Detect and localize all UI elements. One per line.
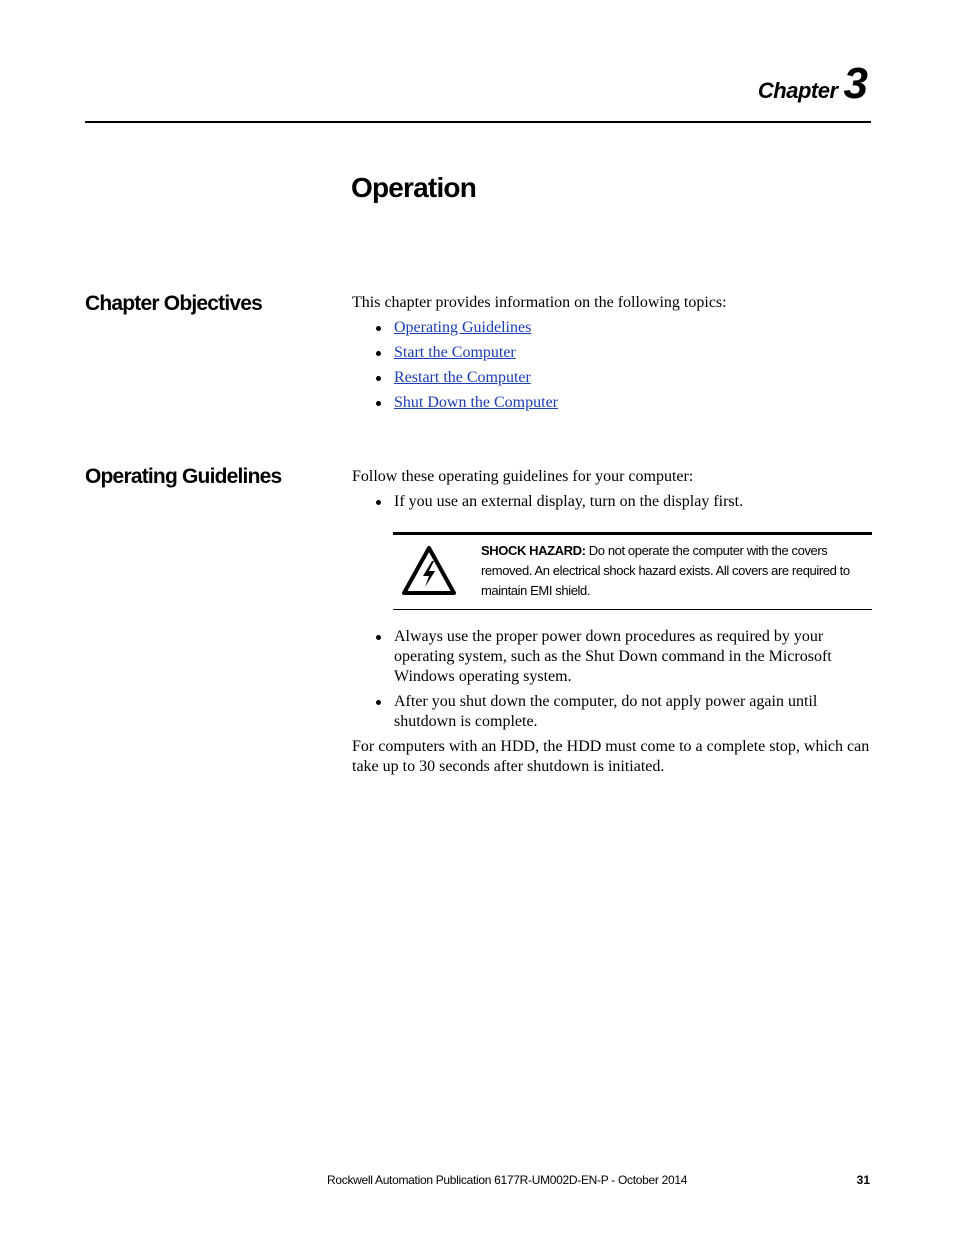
guidelines-list-first: [352, 492, 872, 512]
chapter-number: 3: [843, 59, 868, 108]
list-item: If you use an external display, turn on the display first.: [352, 492, 872, 512]
chapter-word: Chapter: [757, 78, 838, 103]
footer-publication: Rockwell Automation Publication 6177R-UM002D-EN-P - October 2014: [327, 1173, 688, 1187]
list-item: [352, 393, 872, 413]
operating-guidelines-continued: [352, 627, 872, 777]
chapter-label: [757, 59, 868, 108]
operating-guidelines-intro-block: [352, 467, 872, 517]
link-restart-the-computer[interactable]: Restart the Computer: [394, 369, 531, 386]
shock-hazard-icon: [401, 545, 457, 597]
warning-message: [481, 541, 861, 601]
section-heading-chapter-objectives: Chapter Objectives: [85, 292, 262, 315]
link-shut-down-the-computer[interactable]: Shut Down the Computer: [394, 394, 558, 411]
shock-hazard-warning: [393, 532, 872, 610]
list-item: [352, 318, 872, 338]
warning-text: Do not operate the computer with the covers removed. An electrical shock hazard exists. All covers are required to maintain EMI shield.: [481, 543, 850, 598]
list-item: [352, 368, 872, 388]
header-rule: [85, 121, 871, 123]
objectives-intro: This chapter provides information on the following topics:: [352, 294, 727, 311]
footer-page-number: 31: [856, 1173, 870, 1187]
link-start-the-computer[interactable]: Start the Computer: [394, 344, 516, 361]
guidelines-list-second: [352, 627, 872, 732]
list-item: Always use the proper power down procedures as required by your operating system, such as the Shut Down command in the Microsoft Windows operating system.: [352, 627, 872, 687]
link-operating-guidelines[interactable]: Operating Guidelines: [394, 319, 532, 336]
list-item: [352, 343, 872, 363]
list-item: After you shut down the computer, do not apply power again until shutdown is complete.: [352, 692, 872, 732]
objectives-topic-list: [352, 318, 872, 413]
warning-label: SHOCK HAZARD:: [481, 543, 586, 558]
page-title: Operation: [351, 172, 477, 203]
hdd-stop-note: For computers with an HDD, the HDD must come to a complete stop, which can take up to 30 seconds after shutdown is initiated.: [352, 738, 870, 775]
section-heading-operating-guidelines: Operating Guidelines: [85, 465, 282, 488]
chapter-objectives-body: [352, 293, 872, 418]
guidelines-intro: Follow these operating guidelines for your computer:: [352, 468, 694, 485]
